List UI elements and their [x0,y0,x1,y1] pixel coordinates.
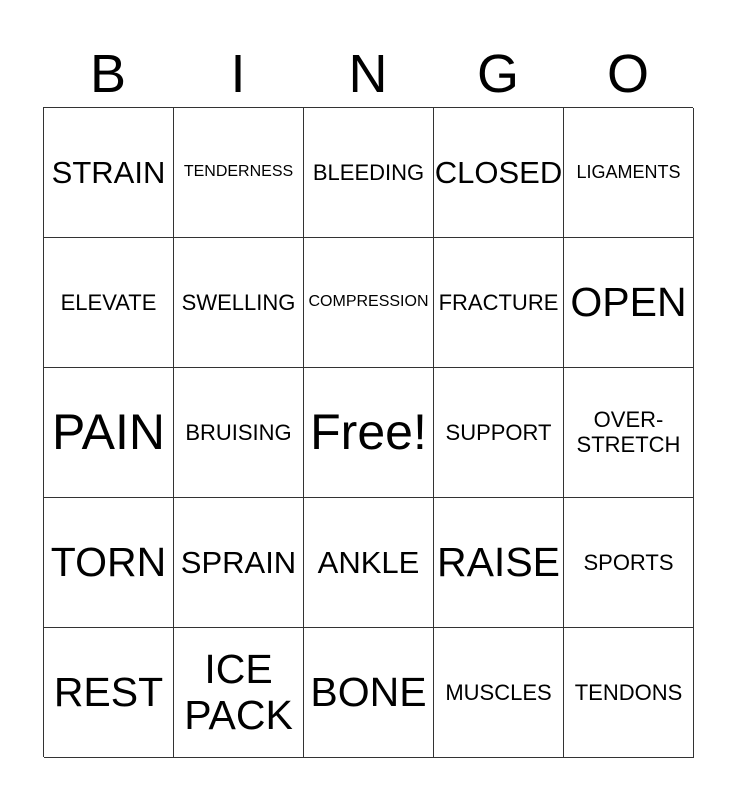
bingo-cell[interactable]: SPRAIN [174,498,304,628]
bingo-cell[interactable]: STRAIN [44,108,174,238]
bingo-cell[interactable]: ICE PACK [174,628,304,758]
header-letter-i: I [230,44,246,104]
bingo-cell[interactable]: TENDERNESS [174,108,304,238]
bingo-cell[interactable]: BONE [304,628,434,758]
header-letter-g: G [476,44,519,104]
bingo-cell[interactable]: OVER-STRETCH [564,368,694,498]
bingo-cell[interactable]: RAISE [434,498,564,628]
bingo-cell[interactable]: PAIN [44,368,174,498]
bingo-cell[interactable]: LIGAMENTS [564,108,694,238]
bingo-cell[interactable]: TORN [44,498,174,628]
bingo-cell[interactable]: OPEN [564,238,694,368]
bingo-cell[interactable]: TENDONS [564,628,694,758]
bingo-cell[interactable]: BLEEDING [304,108,434,238]
bingo-cell[interactable]: SUPPORT [434,368,564,498]
bingo-cell[interactable]: SWELLING [174,238,304,368]
bingo-cell[interactable]: MUSCLES [434,628,564,758]
bingo-cell[interactable]: FRACTURE [434,238,564,368]
free-space-cell[interactable]: Free! [304,368,434,498]
header-letter-n: N [348,44,388,104]
bingo-cell[interactable]: COMPRESSION [304,238,434,368]
bingo-cell[interactable]: REST [44,628,174,758]
bingo-cell[interactable]: ELEVATE [44,238,174,368]
bingo-cell[interactable]: BRUISING [174,368,304,498]
bingo-card-grid [43,107,693,757]
header-letter-b: B [89,44,127,104]
bingo-header [43,40,693,108]
bingo-cell[interactable]: ANKLE [304,498,434,628]
bingo-cell[interactable]: CLOSED [434,108,564,238]
header-letter-o: O [606,44,649,104]
bingo-cell[interactable]: SPORTS [564,498,694,628]
